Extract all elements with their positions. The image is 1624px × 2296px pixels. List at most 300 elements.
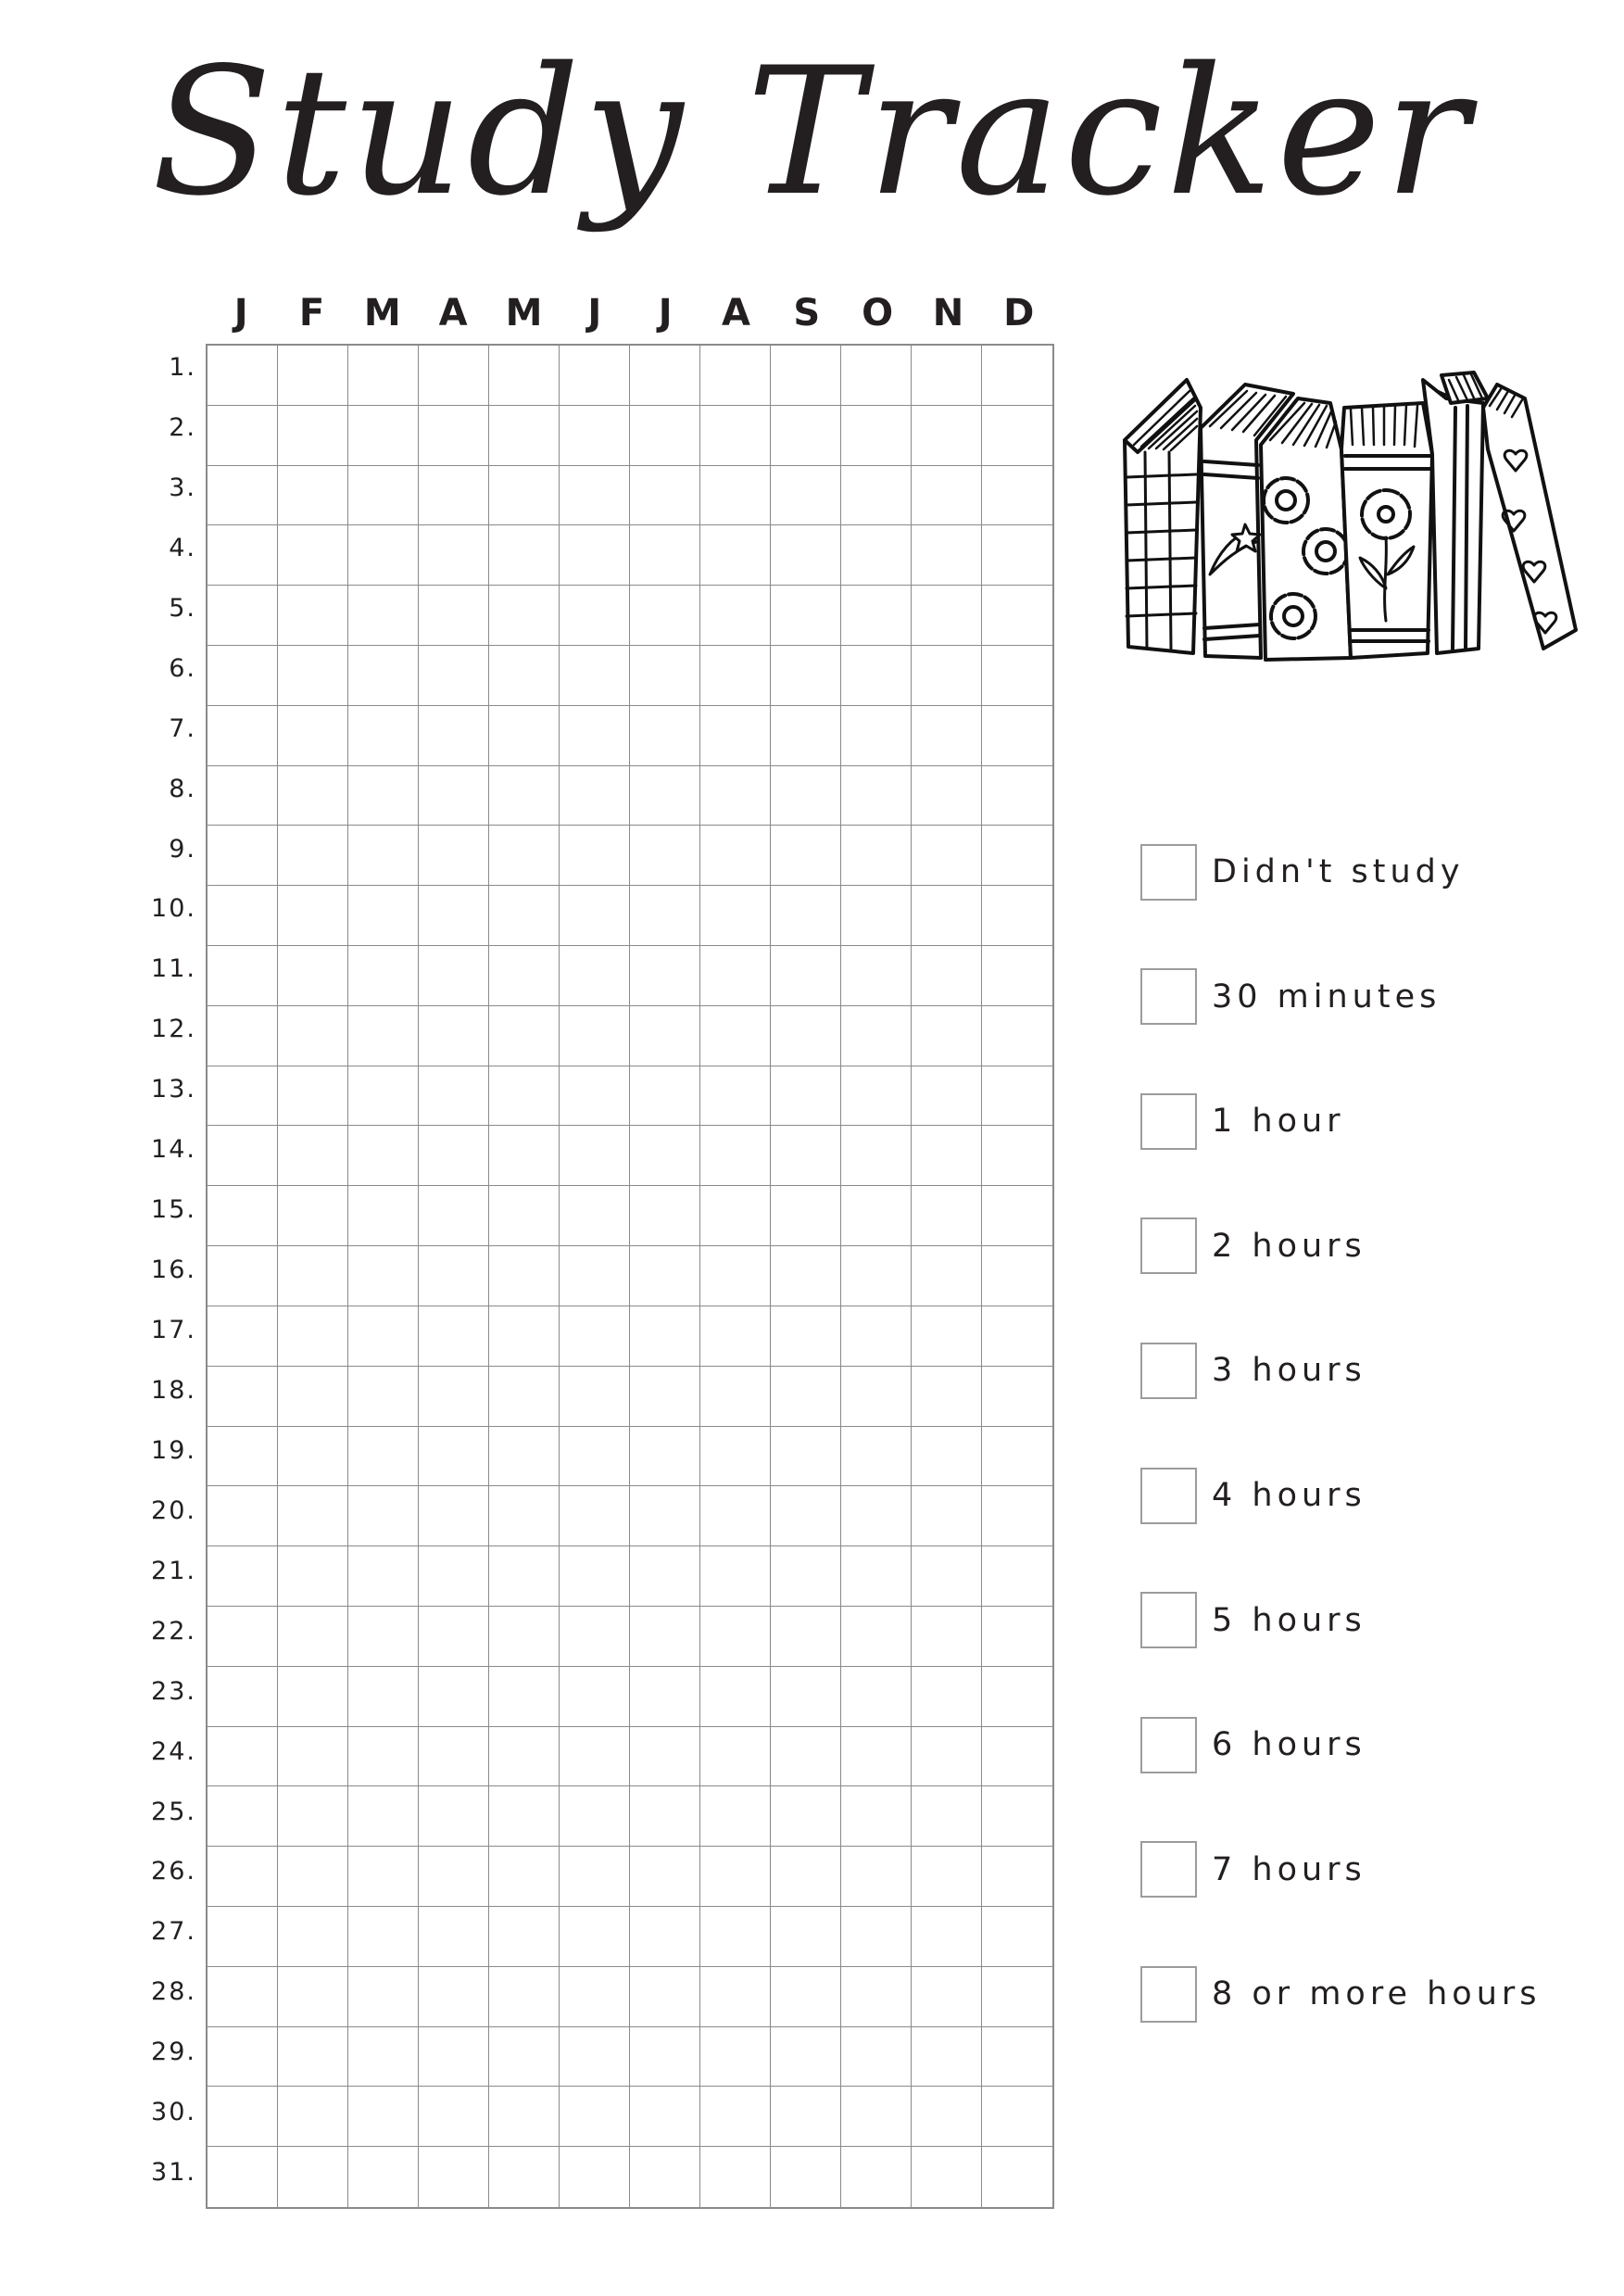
tracker-cell[interactable] — [841, 1486, 912, 1546]
tracker-cell[interactable] — [630, 1367, 700, 1427]
tracker-cell[interactable] — [700, 1486, 771, 1546]
tracker-cell[interactable] — [419, 586, 489, 646]
tracker-cell[interactable] — [700, 466, 771, 526]
tracker-cell[interactable] — [771, 1186, 841, 1246]
tracker-cell[interactable] — [208, 466, 278, 526]
tracker-cell[interactable] — [700, 1126, 771, 1186]
tracker-cell[interactable] — [630, 1186, 700, 1246]
tracker-cell[interactable] — [278, 646, 348, 706]
tracker-cell[interactable] — [560, 1727, 630, 1787]
tracker-cell[interactable] — [912, 1066, 982, 1127]
tracker-cell[interactable] — [771, 646, 841, 706]
tracker-cell[interactable] — [630, 646, 700, 706]
tracker-cell[interactable] — [912, 1667, 982, 1727]
tracker-cell[interactable] — [912, 2147, 982, 2207]
tracker-cell[interactable] — [560, 1607, 630, 1667]
legend-color-box[interactable] — [1140, 968, 1197, 1025]
tracker-cell[interactable] — [841, 646, 912, 706]
tracker-cell[interactable] — [419, 2027, 489, 2088]
tracker-cell[interactable] — [630, 706, 700, 766]
tracker-cell[interactable] — [208, 826, 278, 886]
tracker-cell[interactable] — [841, 1727, 912, 1787]
tracker-cell[interactable] — [348, 1667, 419, 1727]
tracker-cell[interactable] — [208, 2027, 278, 2088]
tracker-cell[interactable] — [419, 466, 489, 526]
tracker-cell[interactable] — [700, 1066, 771, 1127]
tracker-cell[interactable] — [278, 2027, 348, 2088]
tracker-cell[interactable] — [489, 466, 560, 526]
tracker-cell[interactable] — [700, 946, 771, 1006]
tracker-cell[interactable] — [630, 1727, 700, 1787]
tracker-cell[interactable] — [348, 2087, 419, 2147]
tracker-cell[interactable] — [278, 525, 348, 586]
tracker-cell[interactable] — [700, 1727, 771, 1787]
tracker-cell[interactable] — [771, 1306, 841, 1367]
tracker-cell[interactable] — [982, 1546, 1052, 1607]
tracker-cell[interactable] — [419, 406, 489, 466]
tracker-cell[interactable] — [348, 646, 419, 706]
tracker-cell[interactable] — [348, 1607, 419, 1667]
tracker-cell[interactable] — [278, 1667, 348, 1727]
tracker-cell[interactable] — [700, 406, 771, 466]
tracker-cell[interactable] — [208, 1727, 278, 1787]
tracker-cell[interactable] — [771, 826, 841, 886]
tracker-cell[interactable] — [982, 1486, 1052, 1546]
tracker-cell[interactable] — [630, 586, 700, 646]
tracker-cell[interactable] — [560, 1667, 630, 1727]
tracker-cell[interactable] — [489, 1907, 560, 1967]
tracker-cell[interactable] — [630, 946, 700, 1006]
tracker-cell[interactable] — [841, 1066, 912, 1127]
tracker-cell[interactable] — [489, 706, 560, 766]
tracker-cell[interactable] — [348, 406, 419, 466]
tracker-cell[interactable] — [982, 1786, 1052, 1847]
tracker-cell[interactable] — [700, 1367, 771, 1427]
tracker-cell[interactable] — [489, 2087, 560, 2147]
tracker-cell[interactable] — [630, 406, 700, 466]
tracker-cell[interactable] — [489, 1967, 560, 2027]
tracker-cell[interactable] — [208, 1186, 278, 1246]
tracker-cell[interactable] — [419, 766, 489, 826]
tracker-cell[interactable] — [841, 1006, 912, 1066]
tracker-cell[interactable] — [560, 1786, 630, 1847]
tracker-cell[interactable] — [841, 1427, 912, 1487]
tracker-cell[interactable] — [278, 1186, 348, 1246]
tracker-cell[interactable] — [630, 1907, 700, 1967]
tracker-cell[interactable] — [630, 1847, 700, 1907]
tracker-cell[interactable] — [630, 1607, 700, 1667]
legend-color-box[interactable] — [1140, 1468, 1197, 1524]
tracker-cell[interactable] — [841, 766, 912, 826]
legend-color-box[interactable] — [1140, 1966, 1197, 2023]
tracker-cell[interactable] — [278, 2147, 348, 2207]
tracker-cell[interactable] — [912, 1427, 982, 1487]
tracker-cell[interactable] — [982, 886, 1052, 946]
tracker-cell[interactable] — [419, 1546, 489, 1607]
tracker-cell[interactable] — [278, 1006, 348, 1066]
tracker-cell[interactable] — [841, 1607, 912, 1667]
tracker-cell[interactable] — [348, 1006, 419, 1066]
legend-color-box[interactable] — [1140, 844, 1197, 901]
tracker-cell[interactable] — [278, 1486, 348, 1546]
tracker-cell[interactable] — [982, 1246, 1052, 1306]
tracker-cell[interactable] — [208, 766, 278, 826]
tracker-cell[interactable] — [489, 346, 560, 406]
tracker-cell[interactable] — [771, 1786, 841, 1847]
tracker-cell[interactable] — [348, 1847, 419, 1907]
tracker-cell[interactable] — [771, 1126, 841, 1186]
tracker-cell[interactable] — [348, 1427, 419, 1487]
tracker-cell[interactable] — [912, 1306, 982, 1367]
tracker-cell[interactable] — [982, 766, 1052, 826]
tracker-cell[interactable] — [278, 766, 348, 826]
tracker-cell[interactable] — [700, 2087, 771, 2147]
tracker-cell[interactable] — [560, 466, 630, 526]
tracker-cell[interactable] — [560, 1847, 630, 1907]
tracker-cell[interactable] — [278, 466, 348, 526]
tracker-cell[interactable] — [348, 466, 419, 526]
tracker-cell[interactable] — [912, 346, 982, 406]
tracker-cell[interactable] — [912, 646, 982, 706]
tracker-cell[interactable] — [912, 1006, 982, 1066]
tracker-cell[interactable] — [348, 346, 419, 406]
tracker-cell[interactable] — [771, 706, 841, 766]
tracker-cell[interactable] — [771, 1607, 841, 1667]
tracker-cell[interactable] — [208, 1306, 278, 1367]
tracker-cell[interactable] — [771, 766, 841, 826]
tracker-cell[interactable] — [208, 1066, 278, 1127]
tracker-cell[interactable] — [560, 586, 630, 646]
tracker-cell[interactable] — [630, 766, 700, 826]
legend-color-box[interactable] — [1140, 1093, 1197, 1150]
legend-color-box[interactable] — [1140, 1592, 1197, 1648]
tracker-cell[interactable] — [841, 1126, 912, 1186]
tracker-cell[interactable] — [700, 1546, 771, 1607]
tracker-cell[interactable] — [982, 1186, 1052, 1246]
tracker-cell[interactable] — [771, 586, 841, 646]
tracker-cell[interactable] — [982, 2087, 1052, 2147]
tracker-cell[interactable] — [278, 1306, 348, 1367]
tracker-cell[interactable] — [348, 1367, 419, 1427]
tracker-cell[interactable] — [700, 646, 771, 706]
tracker-cell[interactable] — [700, 886, 771, 946]
tracker-cell[interactable] — [771, 2147, 841, 2207]
tracker-cell[interactable] — [278, 1967, 348, 2027]
tracker-cell[interactable] — [489, 826, 560, 886]
tracker-cell[interactable] — [278, 346, 348, 406]
tracker-cell[interactable] — [700, 1907, 771, 1967]
tracker-cell[interactable] — [700, 1246, 771, 1306]
tracker-cell[interactable] — [912, 1967, 982, 2027]
tracker-cell[interactable] — [278, 1607, 348, 1667]
tracker-cell[interactable] — [841, 406, 912, 466]
tracker-cell[interactable] — [208, 1667, 278, 1727]
tracker-cell[interactable] — [208, 2087, 278, 2147]
tracker-cell[interactable] — [771, 2027, 841, 2088]
tracker-cell[interactable] — [208, 1246, 278, 1306]
tracker-cell[interactable] — [278, 1847, 348, 1907]
tracker-cell[interactable] — [630, 1486, 700, 1546]
tracker-cell[interactable] — [419, 1486, 489, 1546]
tracker-cell[interactable] — [348, 886, 419, 946]
tracker-cell[interactable] — [208, 525, 278, 586]
tracker-cell[interactable] — [700, 1427, 771, 1487]
tracker-cell[interactable] — [419, 1786, 489, 1847]
tracker-cell[interactable] — [982, 2147, 1052, 2207]
tracker-cell[interactable] — [489, 1486, 560, 1546]
tracker-cell[interactable] — [841, 1786, 912, 1847]
tracker-cell[interactable] — [208, 1967, 278, 2027]
tracker-cell[interactable] — [912, 1546, 982, 1607]
tracker-cell[interactable] — [489, 2147, 560, 2207]
tracker-cell[interactable] — [771, 1907, 841, 1967]
tracker-cell[interactable] — [982, 1126, 1052, 1186]
tracker-cell[interactable] — [208, 946, 278, 1006]
tracker-cell[interactable] — [982, 586, 1052, 646]
tracker-cell[interactable] — [630, 1246, 700, 1306]
tracker-cell[interactable] — [208, 1847, 278, 1907]
tracker-cell[interactable] — [700, 1967, 771, 2027]
tracker-cell[interactable] — [348, 1907, 419, 1967]
tracker-cell[interactable] — [489, 2027, 560, 2088]
tracker-cell[interactable] — [700, 1847, 771, 1907]
tracker-cell[interactable] — [278, 826, 348, 886]
tracker-cell[interactable] — [630, 1126, 700, 1186]
tracker-cell[interactable] — [982, 1727, 1052, 1787]
tracker-cell[interactable] — [278, 2087, 348, 2147]
tracker-cell[interactable] — [419, 525, 489, 586]
tracker-cell[interactable] — [278, 1727, 348, 1787]
tracker-cell[interactable] — [841, 2147, 912, 2207]
tracker-cell[interactable] — [489, 586, 560, 646]
tracker-cell[interactable] — [208, 1486, 278, 1546]
tracker-cell[interactable] — [841, 1246, 912, 1306]
tracker-cell[interactable] — [278, 1907, 348, 1967]
tracker-cell[interactable] — [771, 1486, 841, 1546]
tracker-cell[interactable] — [208, 1607, 278, 1667]
tracker-cell[interactable] — [982, 1847, 1052, 1907]
tracker-cell[interactable] — [982, 466, 1052, 526]
tracker-cell[interactable] — [630, 1306, 700, 1367]
tracker-cell[interactable] — [912, 1486, 982, 1546]
tracker-cell[interactable] — [560, 766, 630, 826]
tracker-cell[interactable] — [489, 1006, 560, 1066]
tracker-cell[interactable] — [208, 2147, 278, 2207]
tracker-cell[interactable] — [841, 1546, 912, 1607]
tracker-cell[interactable] — [208, 1546, 278, 1607]
tracker-cell[interactable] — [348, 1546, 419, 1607]
tracker-cell[interactable] — [419, 1186, 489, 1246]
tracker-cell[interactable] — [489, 1427, 560, 1487]
tracker-cell[interactable] — [630, 525, 700, 586]
tracker-cell[interactable] — [700, 1607, 771, 1667]
tracker-cell[interactable] — [912, 466, 982, 526]
tracker-cell[interactable] — [348, 1066, 419, 1127]
tracker-cell[interactable] — [208, 886, 278, 946]
tracker-cell[interactable] — [771, 1427, 841, 1487]
tracker-cell[interactable] — [208, 406, 278, 466]
tracker-cell[interactable] — [208, 586, 278, 646]
tracker-cell[interactable] — [630, 346, 700, 406]
tracker-cell[interactable] — [700, 766, 771, 826]
tracker-cell[interactable] — [771, 1967, 841, 2027]
tracker-cell[interactable] — [208, 646, 278, 706]
tracker-cell[interactable] — [348, 1246, 419, 1306]
tracker-cell[interactable] — [489, 1786, 560, 1847]
tracker-cell[interactable] — [982, 1006, 1052, 1066]
tracker-cell[interactable] — [419, 1607, 489, 1667]
tracker-cell[interactable] — [419, 1066, 489, 1127]
tracker-cell[interactable] — [348, 1186, 419, 1246]
tracker-cell[interactable] — [841, 946, 912, 1006]
tracker-cell[interactable] — [771, 406, 841, 466]
tracker-cell[interactable] — [560, 706, 630, 766]
tracker-cell[interactable] — [912, 1607, 982, 1667]
tracker-cell[interactable] — [982, 1066, 1052, 1127]
tracker-cell[interactable] — [630, 2147, 700, 2207]
tracker-cell[interactable] — [419, 706, 489, 766]
tracker-cell[interactable] — [348, 826, 419, 886]
tracker-cell[interactable] — [982, 826, 1052, 886]
tracker-cell[interactable] — [348, 2147, 419, 2207]
tracker-cell[interactable] — [700, 1667, 771, 1727]
tracker-cell[interactable] — [841, 346, 912, 406]
tracker-cell[interactable] — [912, 1786, 982, 1847]
tracker-cell[interactable] — [489, 646, 560, 706]
tracker-cell[interactable] — [489, 1186, 560, 1246]
tracker-cell[interactable] — [841, 466, 912, 526]
tracker-cell[interactable] — [489, 1246, 560, 1306]
tracker-cell[interactable] — [982, 1667, 1052, 1727]
tracker-cell[interactable] — [419, 1126, 489, 1186]
tracker-cell[interactable] — [208, 1367, 278, 1427]
tracker-cell[interactable] — [771, 886, 841, 946]
tracker-cell[interactable] — [560, 1967, 630, 2027]
tracker-cell[interactable] — [489, 946, 560, 1006]
tracker-cell[interactable] — [841, 1907, 912, 1967]
tracker-cell[interactable] — [489, 1066, 560, 1127]
legend-color-box[interactable] — [1140, 1717, 1197, 1773]
tracker-cell[interactable] — [771, 466, 841, 526]
tracker-cell[interactable] — [348, 1126, 419, 1186]
tracker-cell[interactable] — [630, 1786, 700, 1847]
tracker-cell[interactable] — [419, 1427, 489, 1487]
tracker-cell[interactable] — [630, 2027, 700, 2088]
tracker-cell[interactable] — [912, 826, 982, 886]
tracker-cell[interactable] — [208, 1126, 278, 1186]
tracker-cell[interactable] — [982, 946, 1052, 1006]
tracker-cell[interactable] — [841, 1967, 912, 2027]
tracker-cell[interactable] — [912, 1727, 982, 1787]
tracker-cell[interactable] — [560, 406, 630, 466]
tracker-cell[interactable] — [771, 1246, 841, 1306]
tracker-cell[interactable] — [912, 2087, 982, 2147]
tracker-cell[interactable] — [348, 1306, 419, 1367]
tracker-cell[interactable] — [771, 346, 841, 406]
tracker-cell[interactable] — [278, 406, 348, 466]
tracker-cell[interactable] — [912, 1907, 982, 1967]
tracker-cell[interactable] — [560, 1367, 630, 1427]
tracker-cell[interactable] — [630, 2087, 700, 2147]
tracker-cell[interactable] — [771, 1066, 841, 1127]
tracker-cell[interactable] — [560, 1546, 630, 1607]
tracker-cell[interactable] — [560, 1186, 630, 1246]
tracker-cell[interactable] — [560, 1907, 630, 1967]
tracker-cell[interactable] — [560, 346, 630, 406]
tracker-cell[interactable] — [982, 346, 1052, 406]
tracker-cell[interactable] — [419, 1967, 489, 2027]
tracker-cell[interactable] — [700, 1306, 771, 1367]
tracker-cell[interactable] — [912, 2027, 982, 2088]
tracker-cell[interactable] — [841, 1847, 912, 1907]
tracker-cell[interactable] — [419, 946, 489, 1006]
tracker-cell[interactable] — [982, 1967, 1052, 2027]
tracker-cell[interactable] — [348, 525, 419, 586]
tracker-cell[interactable] — [489, 766, 560, 826]
tracker-cell[interactable] — [560, 1006, 630, 1066]
tracker-cell[interactable] — [982, 2027, 1052, 2088]
legend-color-box[interactable] — [1140, 1841, 1197, 1898]
tracker-cell[interactable] — [841, 2027, 912, 2088]
tracker-cell[interactable] — [771, 1727, 841, 1787]
tracker-cell[interactable] — [841, 1667, 912, 1727]
tracker-cell[interactable] — [700, 525, 771, 586]
tracker-cell[interactable] — [912, 586, 982, 646]
tracker-cell[interactable] — [771, 2087, 841, 2147]
tracker-cell[interactable] — [700, 706, 771, 766]
tracker-cell[interactable] — [489, 1847, 560, 1907]
tracker-cell[interactable] — [912, 1847, 982, 1907]
tracker-cell[interactable] — [700, 1786, 771, 1847]
tracker-cell[interactable] — [771, 1006, 841, 1066]
tracker-cell[interactable] — [278, 1546, 348, 1607]
tracker-cell[interactable] — [278, 1786, 348, 1847]
tracker-cell[interactable] — [560, 886, 630, 946]
tracker-cell[interactable] — [771, 525, 841, 586]
tracker-cell[interactable] — [348, 586, 419, 646]
tracker-cell[interactable] — [348, 1786, 419, 1847]
tracker-cell[interactable] — [912, 525, 982, 586]
tracker-cell[interactable] — [982, 1607, 1052, 1667]
tracker-cell[interactable] — [208, 1786, 278, 1847]
tracker-cell[interactable] — [560, 2087, 630, 2147]
tracker-cell[interactable] — [419, 1667, 489, 1727]
tracker-cell[interactable] — [771, 1367, 841, 1427]
tracker-cell[interactable] — [560, 2027, 630, 2088]
tracker-cell[interactable] — [278, 1427, 348, 1487]
tracker-cell[interactable] — [982, 1367, 1052, 1427]
tracker-cell[interactable] — [489, 1126, 560, 1186]
tracker-cell[interactable] — [560, 1486, 630, 1546]
tracker-cell[interactable] — [419, 1306, 489, 1367]
tracker-cell[interactable] — [348, 2027, 419, 2088]
tracker-cell[interactable] — [560, 646, 630, 706]
tracker-cell[interactable] — [419, 2087, 489, 2147]
tracker-cell[interactable] — [700, 826, 771, 886]
tracker-cell[interactable] — [489, 525, 560, 586]
tracker-cell[interactable] — [348, 1486, 419, 1546]
tracker-cell[interactable] — [700, 1006, 771, 1066]
tracker-cell[interactable] — [841, 2087, 912, 2147]
tracker-cell[interactable] — [630, 886, 700, 946]
tracker-cell[interactable] — [630, 1667, 700, 1727]
tracker-cell[interactable] — [489, 1306, 560, 1367]
tracker-cell[interactable] — [560, 2147, 630, 2207]
tracker-cell[interactable] — [912, 1186, 982, 1246]
tracker-cell[interactable] — [982, 525, 1052, 586]
tracker-cell[interactable] — [560, 525, 630, 586]
tracker-cell[interactable] — [560, 1066, 630, 1127]
